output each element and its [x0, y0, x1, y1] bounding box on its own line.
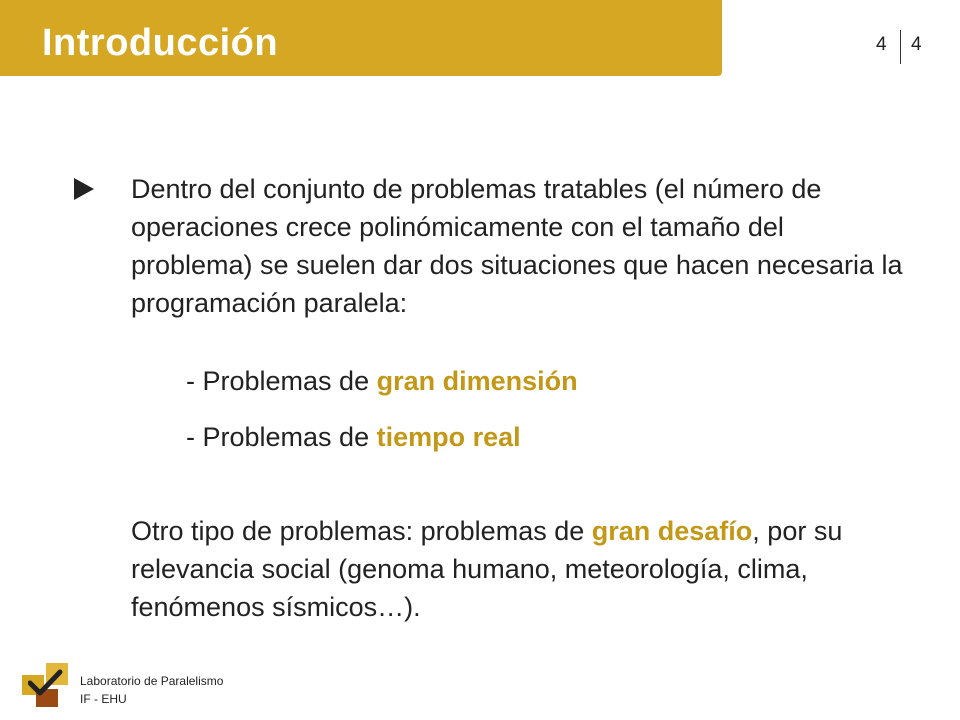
page-number-divider [900, 30, 901, 64]
list-item-gran-dimension [186, 366, 578, 397]
slide-title: Introducción [42, 22, 279, 64]
list-item-highlight: gran dimensión [376, 366, 578, 396]
para2-highlight: gran desafío [591, 516, 753, 546]
bullet-arrow-icon [74, 178, 94, 200]
secondary-paragraph [131, 512, 921, 626]
list-item-highlight: tiempo real [376, 422, 521, 452]
list-item-prefix: - Problemas de [186, 422, 377, 452]
page-number-total: 4 [911, 34, 922, 55]
footer-institution: IF - EHU [80, 692, 127, 706]
page-number-current: 4 [876, 34, 887, 55]
para2-text-before: Otro tipo de problemas: problemas de [131, 516, 592, 546]
list-item-tiempo-real [186, 422, 521, 453]
footer-lab-name: Laboratorio de Paralelismo [80, 674, 224, 688]
main-paragraph: Dentro del conjunto de problemas tratables (el número de operaciones crece polinómicamente con el tamaño del problema) se suelen dar dos situaciones que hacen necesaria la programación paralela: [131, 174, 903, 318]
para2-text-after: , por su relevancia social (genoma humano, meteorología, clima, fenómenos sísmicos…). [131, 516, 843, 622]
checkmark-logo-icon [22, 663, 68, 707]
list-item-prefix: - Problemas de [186, 366, 377, 396]
